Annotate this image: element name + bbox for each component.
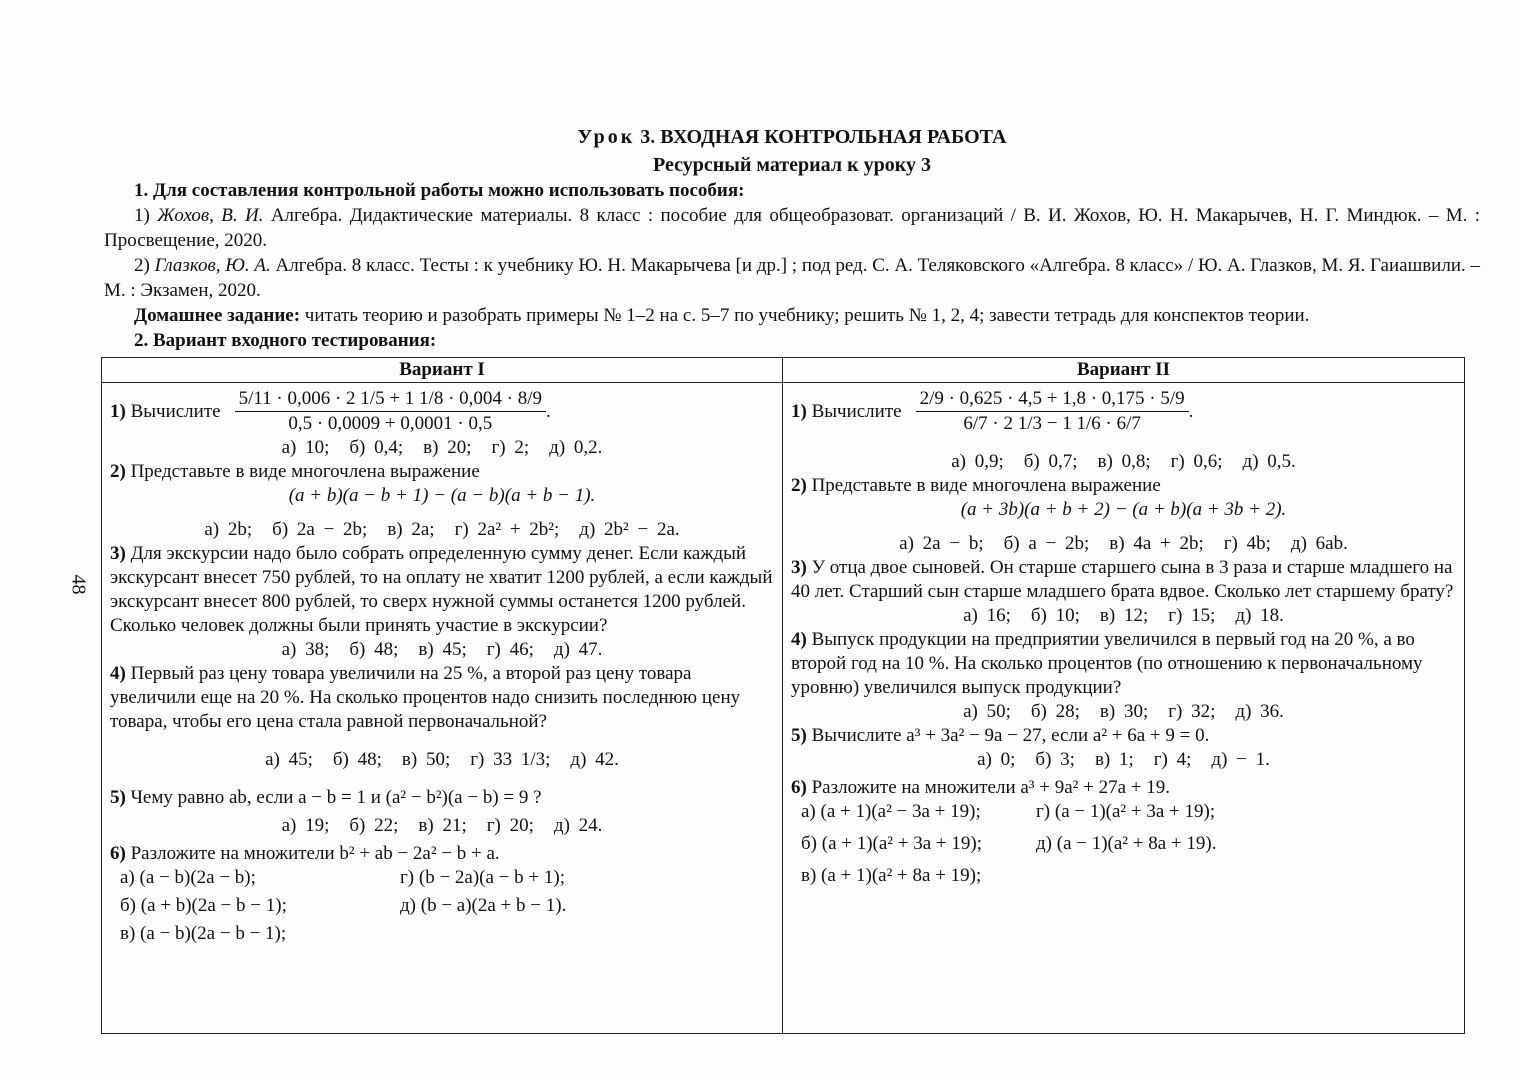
v1-q1-number: 1) bbox=[110, 400, 126, 422]
v2-q1-fraction bbox=[916, 387, 1189, 436]
test-variants-table bbox=[101, 357, 1465, 1034]
v1-q2-expression: (a + b)(a − b + 1) − (a − b)(a + b − 1). bbox=[288, 485, 596, 506]
v2-q1-answers bbox=[791, 450, 1456, 474]
answer-option: г) 0,6; bbox=[1170, 451, 1223, 472]
v1-q6-number: 6) bbox=[110, 843, 126, 864]
v1-q5-text: Чему равно ab, если a − b = 1 и (a² − b²)(a − b) = 9 ? bbox=[130, 787, 542, 808]
answer-option: б) (a + 1)(a² + 3a + 19); bbox=[801, 833, 982, 854]
homework-text: читать теорию и разобрать примеры № 1–2 на с. 5–7 по учебнику; решить № 1, 2, 4; завести тетрадь для конспектов теории. bbox=[304, 305, 1310, 326]
v2-q2-number: 2) bbox=[791, 475, 807, 496]
reference-2 bbox=[104, 253, 1480, 303]
reference-2-author: Глазков, Ю. А. bbox=[154, 255, 271, 276]
answer-option: б) a − 2b; bbox=[1003, 533, 1090, 554]
answer-option: в) 0,8; bbox=[1097, 451, 1151, 472]
answer-option: г) 32; bbox=[1168, 701, 1216, 722]
page-number: 48 bbox=[67, 574, 90, 595]
answer-option: г) 15; bbox=[1168, 605, 1216, 626]
v2-q5-number: 5) bbox=[791, 725, 807, 746]
v1-q1-answers bbox=[110, 436, 774, 460]
v2-q4-answers bbox=[791, 700, 1456, 724]
answer-option: а) 38; bbox=[281, 639, 330, 660]
answer-option: д) 2b² − 2a. bbox=[579, 519, 680, 540]
answer-option: б) 22; bbox=[349, 815, 399, 836]
v1-q5-number: 5) bbox=[110, 787, 126, 808]
answer-option: в) 1; bbox=[1094, 749, 1134, 770]
answer-option: в) 45; bbox=[418, 639, 467, 660]
answer-option: д) (a − 1)(a² + 8a + 19). bbox=[1036, 833, 1217, 854]
reference-1-text: Алгебра. Дидактические материалы. 8 класс : пособие для общеобразоват. организаций / В. И. Жохов, Ю. Н. Макарычев, Н. Г. Миндюк. – М. : Просвещение, 2020. bbox=[104, 205, 1481, 251]
lesson-subtitle: Ресурсный материал к уроку 3 bbox=[653, 154, 931, 176]
answer-option: в) 20; bbox=[423, 437, 472, 458]
v2-q6-answers bbox=[801, 800, 1456, 888]
v2-q2-expression: (a + 3b)(a + b + 2) − (a + b)(a + 3b + 2). bbox=[960, 499, 1287, 520]
answer-option: а) 2b; bbox=[204, 519, 253, 540]
v2-q4 bbox=[791, 628, 1456, 700]
v1-q6-text: Разложите на множители b² + ab − 2a² − b + a. bbox=[130, 843, 500, 864]
answer-option: в) (a + 1)(a² + 8a + 19); bbox=[801, 865, 982, 886]
v2-q3-text: У отца двое сыновей. Он старше старшего сына в 3 раза и старше младшего на 40 лет. Старший сын старше младшего брата вдвое. Сколько лет старшему брату? bbox=[791, 557, 1454, 602]
v2-q3 bbox=[791, 556, 1456, 604]
v1-q2-answers bbox=[110, 518, 774, 542]
lesson-title bbox=[104, 124, 1480, 150]
v2-q3-number: 3) bbox=[791, 557, 807, 578]
v1-q1: 1) Вычислите $\frac{5/11 \cdot 0,006 \cdot 2 1/5 + 1 1/8 \cdot 0,004 \cdot 8/9}{0,5 \cdot 0,0009 + 0,0001 \cdot 0,5}$ . bbox=[110, 388, 551, 434]
reference-1-number: 1) bbox=[134, 205, 150, 226]
v1-q1-text: Вычислите bbox=[130, 400, 221, 422]
v1-q2-number: 2) bbox=[110, 461, 126, 482]
v2-q1-text: Вычислите bbox=[811, 400, 902, 422]
answer-option: б) (a + b)(2a − b − 1); bbox=[120, 895, 287, 916]
answer-option: б) 3; bbox=[1035, 749, 1075, 770]
v1-q6 bbox=[110, 842, 774, 866]
document-header bbox=[104, 124, 1480, 353]
answer-option: б) 28; bbox=[1030, 701, 1080, 722]
answer-option: б) 10; bbox=[1030, 605, 1080, 626]
v1-q3-answers bbox=[110, 638, 774, 662]
answer-option: в) 21; bbox=[418, 815, 467, 836]
answer-option: д) 6ab. bbox=[1290, 533, 1348, 554]
v2-q2-answers bbox=[791, 532, 1456, 556]
answer-option: д) 36. bbox=[1235, 701, 1284, 722]
v1-q4-text: Первый раз цену товара увеличили на 25 %, а второй раз цену товара увеличили еще на 20 %. На сколько процентов надо снизить последнюю цену товара, чтобы его цена стала равной первоначальной? bbox=[110, 663, 741, 732]
answer-option: г) 4b; bbox=[1223, 533, 1271, 554]
homework bbox=[104, 303, 1480, 328]
v2-q6-number: 6) bbox=[791, 777, 807, 798]
answer-option: в) 12; bbox=[1099, 605, 1149, 626]
variant2-column bbox=[783, 383, 1465, 1034]
answer-option: д) 0,2. bbox=[549, 437, 603, 458]
homework-label: Домашнее задание: bbox=[134, 305, 301, 326]
v2-q2 bbox=[791, 474, 1456, 498]
answer-option: а) 16; bbox=[963, 605, 1011, 626]
answer-option: д) 24. bbox=[553, 815, 603, 836]
variant2-header: Вариант II bbox=[783, 358, 1465, 383]
v2-q5-text: Вычислите a³ + 3a² − 9a − 27, если a² + 6a + 9 = 0. bbox=[811, 725, 1210, 746]
answer-option: а) 45; bbox=[265, 749, 313, 770]
answer-option: а) 0; bbox=[977, 749, 1016, 770]
answer-option: в) (a − b)(2a − b − 1); bbox=[120, 923, 287, 944]
v2-q1-number: 1) bbox=[791, 400, 807, 422]
v1-q1-fraction bbox=[235, 387, 546, 436]
answer-option: д) 0,5. bbox=[1242, 451, 1296, 472]
v1-q3-text: Для экскурсии надо было собрать определенную сумму денег. Если каждый экскурсант внесет 750 рублей, то на оплату не хватит 1200 рублей, а если каждый экскурсант внесет 800 рублей, то сверх нужной суммы останется 1200 рублей. Сколько человек должны были принять участие в экскурсии? bbox=[110, 543, 773, 636]
answer-option: а) (a − b)(2a − b); bbox=[120, 867, 256, 888]
answer-option: а) 50; bbox=[963, 701, 1011, 722]
section2-heading: 2. Вариант входного тестирования: bbox=[134, 330, 437, 351]
v2-q5-answers bbox=[791, 748, 1456, 772]
answer-option: г) (b − 2a)(a − b + 1); bbox=[400, 867, 565, 888]
v1-q3-number: 3) bbox=[110, 543, 126, 564]
v2-q3-answers bbox=[791, 604, 1456, 628]
v1-q1-numerator: 5/11 · 0,006 · 2 1/5 + 1 1/8 · 0,004 · 8/9 bbox=[235, 387, 546, 412]
reference-1-author: Жохов, В. И. bbox=[157, 205, 264, 226]
answer-option: д) 42. bbox=[570, 749, 619, 770]
v2-q1-denominator: 6/7 · 2 1/3 − 1 1/6 · 6/7 bbox=[963, 413, 1141, 434]
reference-2-number: 2) bbox=[134, 255, 150, 276]
v2-q1-numerator: 2/9 · 0,625 · 4,5 + 1,8 · 0,175 · 5/9 bbox=[916, 387, 1189, 412]
reference-1 bbox=[104, 203, 1480, 253]
answer-option: а) 10; bbox=[281, 437, 330, 458]
answer-option: г) 33 1/3; bbox=[470, 749, 551, 770]
answer-option: в) 2a; bbox=[387, 519, 435, 540]
v2-q5 bbox=[791, 724, 1456, 748]
answer-option: б) 48; bbox=[349, 639, 399, 660]
answer-option: в) 30; bbox=[1099, 701, 1149, 722]
variant1-column bbox=[102, 383, 783, 1034]
v1-q5 bbox=[110, 786, 774, 810]
answer-option: а) (a + 1)(a² − 3a + 19); bbox=[801, 801, 981, 822]
v2-q6-text: Разложите на множители a³ + 9a² + 27a + 19. bbox=[811, 777, 1170, 798]
answer-option: в) 50; bbox=[401, 749, 451, 770]
reference-2-text: Алгебра. 8 класс. Тесты : к учебнику Ю. Н. Макарычева [и др.] ; под ред. С. А. Теляковского «Алгебра. 8 класс» / Ю. А. Глазков, М. Я. Гаиашвили. – М. : Экзамен, 2020. bbox=[104, 255, 1481, 301]
answer-option: б) 0,4; bbox=[349, 437, 404, 458]
section1-heading: 1. Для составления контрольной работы можно использовать пособия: bbox=[134, 180, 745, 201]
v1-q5-answers bbox=[110, 814, 774, 838]
answer-option: д) 47. bbox=[553, 639, 603, 660]
variant1-header: Вариант I bbox=[102, 358, 783, 383]
answer-option: а) 19; bbox=[281, 815, 330, 836]
answer-option: г) 2a² + 2b²; bbox=[454, 519, 560, 540]
v1-q4-answers bbox=[110, 748, 774, 772]
answer-option: г) 2; bbox=[491, 437, 530, 458]
v1-q6-answers bbox=[120, 866, 774, 946]
v1-q4 bbox=[110, 662, 774, 734]
answer-option: д) 18. bbox=[1235, 605, 1284, 626]
answer-option: г) 4; bbox=[1153, 749, 1192, 770]
answer-option: г) (a − 1)(a² + 3a + 19); bbox=[1036, 801, 1216, 822]
v2-q4-text: Выпуск продукции на предприятии увеличился в первый год на 20 %, а во второй год на 10 %. На сколько процентов (по отношению к первоначальному уровню) увеличился выпуск продукции? bbox=[791, 629, 1423, 698]
answer-option: г) 20; bbox=[486, 815, 534, 836]
v2-q6 bbox=[791, 776, 1456, 800]
v1-q1-denominator: 0,5 · 0,0009 + 0,0001 · 0,5 bbox=[288, 413, 493, 434]
v2-q4-number: 4) bbox=[791, 629, 807, 650]
answer-option: в) 4a + 2b; bbox=[1109, 533, 1204, 554]
v1-q3 bbox=[110, 542, 774, 638]
v2-q1: 1) Вычислите $\frac{2/9 \cdot 0,625 \cdot 4,5 + 1,8 \cdot 0,175 \cdot 5/9}{6/7 \cdot 2 1/3 - 1 1/6 \cdot 6/7}$ . bbox=[791, 388, 1194, 434]
answer-option: г) 46; bbox=[486, 639, 534, 660]
answer-option: б) 48; bbox=[332, 749, 382, 770]
lesson-word: Урок bbox=[577, 126, 636, 148]
v1-q4-number: 4) bbox=[110, 663, 126, 684]
answer-option: д) − 1. bbox=[1211, 749, 1270, 770]
lesson-title-text: 3. ВХОДНАЯ КОНТРОЛЬНАЯ РАБОТА bbox=[640, 126, 1007, 148]
answer-option: а) 0,9; bbox=[951, 451, 1004, 472]
answer-option: а) 2a − b; bbox=[899, 533, 984, 554]
answer-option: б) 2a − 2b; bbox=[272, 519, 368, 540]
answer-option: д) (b − a)(2a + b − 1). bbox=[400, 895, 567, 916]
answer-option: б) 0,7; bbox=[1023, 451, 1078, 472]
v1-q2-text: Представьте в виде многочлена выражение bbox=[130, 461, 480, 482]
v1-q2 bbox=[110, 460, 774, 484]
v2-q2-text: Представьте в виде многочлена выражение bbox=[811, 475, 1161, 496]
